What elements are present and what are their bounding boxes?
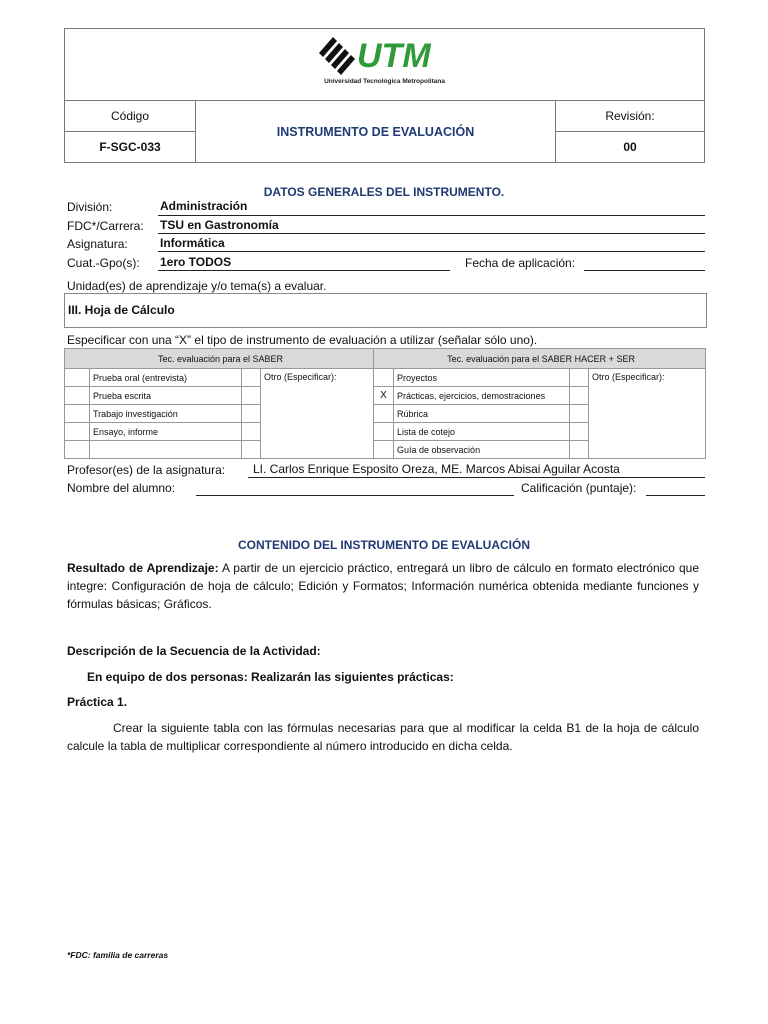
- saber-mark-cell[interactable]: [65, 405, 90, 423]
- logo-subtitle: Universidad Tecnológica Metropolitana: [324, 78, 445, 85]
- logo-cell: [65, 29, 705, 101]
- profesor-label: Profesor(es) de la asignatura:: [67, 463, 226, 477]
- saber-otro-mark-cell[interactable]: [242, 387, 261, 405]
- resultado-text: A partir de un ejercicio práctico, entregará un libro de cálculo en formato electrónico que integre: Configuración de hoja de cálculo; Edición y Formatos; Información numérica obtenida mediante funciones y fórmulas básicas; Gráficos.: [67, 561, 699, 611]
- resultado-paragraph: [67, 559, 699, 613]
- alumno-line[interactable]: [196, 495, 514, 496]
- saber-item: Trabajo investigación: [90, 405, 242, 423]
- saber-otro-label: Otro (Especificar):: [261, 369, 374, 459]
- revision-label: Revisión:: [556, 101, 705, 132]
- resultado-label: Resultado de Aprendizaje:: [67, 561, 219, 575]
- division-value: Administración: [160, 199, 248, 213]
- hacer-item: Proyectos: [394, 369, 570, 387]
- hacer-header: Tec. evaluación para el SABER HACER + SER: [374, 349, 706, 369]
- cuat-label: Cuat.-Gpo(s):: [67, 256, 140, 270]
- hacer-otro-mark-cell[interactable]: [570, 405, 589, 423]
- especificar-text: Especificar con una “X” el tipo de instrumento de evaluación a utilizar (señalar sólo uno).: [67, 333, 538, 347]
- saber-otro-mark-cell[interactable]: [242, 405, 261, 423]
- saber-mark-cell[interactable]: [65, 387, 90, 405]
- saber-item: [90, 441, 242, 459]
- hacer-item: Lista de cotejo: [394, 423, 570, 441]
- codigo-value: F-SGC-033: [65, 132, 196, 163]
- cuat-line: [158, 270, 450, 271]
- practica-heading: Práctica 1.: [67, 695, 128, 709]
- saber-item: Prueba escrita: [90, 387, 242, 405]
- hacer-otro-mark-cell[interactable]: [570, 369, 589, 387]
- calificacion-line[interactable]: [646, 495, 705, 496]
- saber-otro-mark-cell[interactable]: [242, 423, 261, 441]
- carrera-value: TSU en Gastronomía: [160, 218, 279, 232]
- descripcion-heading: Descripción de la Secuencia de la Actividad:: [67, 644, 321, 658]
- saber-item: Prueba oral (entrevista): [90, 369, 242, 387]
- header-table: [64, 28, 705, 163]
- utm-logo-icon: [313, 31, 459, 77]
- carrera-line: [158, 233, 705, 234]
- hacer-item: Guía de observación: [394, 441, 570, 459]
- unidad-value: III. Hoja de Cálculo: [68, 303, 175, 317]
- division-line: [158, 215, 705, 216]
- cuat-value: 1ero TODOS: [160, 255, 232, 269]
- hacer-otro-label: Otro (Especificar):: [589, 369, 706, 459]
- profesor-line: [248, 477, 705, 478]
- unidad-label: Unidad(es) de aprendizaje y/o tema(s) a evaluar.: [67, 279, 327, 293]
- saber-mark-cell[interactable]: [65, 441, 90, 459]
- document-title: INSTRUMENTO DE EVALUACIÓN: [196, 101, 556, 163]
- calificacion-label: Calificación (puntaje):: [521, 481, 637, 495]
- hacer-mark-cell[interactable]: [374, 441, 394, 459]
- fecha-line: [584, 270, 705, 271]
- logo-text: UTM: [357, 37, 431, 75]
- asignatura-label: Asignatura:: [67, 237, 128, 251]
- saber-header: Tec. evaluación para el SABER: [65, 349, 374, 369]
- contenido-section-title: CONTENIDO DEL INSTRUMENTO DE EVALUACIÓN: [237, 538, 530, 552]
- hacer-item: Rúbrica: [394, 405, 570, 423]
- saber-otro-mark-cell[interactable]: [242, 441, 261, 459]
- saber-item: Ensayo, informe: [90, 423, 242, 441]
- hacer-item: Prácticas, ejercicios, demostraciones: [394, 387, 570, 405]
- hacer-otro-mark-cell[interactable]: [570, 387, 589, 405]
- saber-mark-cell[interactable]: [65, 369, 90, 387]
- evaluation-table: [64, 348, 706, 459]
- equipo-text: En equipo de dos personas: Realizarán las siguientes prácticas:: [87, 670, 454, 684]
- fecha-label: Fecha de aplicación:: [465, 256, 576, 270]
- unidad-box: [64, 293, 707, 328]
- datos-section-title: DATOS GENERALES DEL INSTRUMENTO.: [263, 185, 505, 199]
- division-label: División:: [67, 200, 113, 214]
- revision-value: 00: [556, 132, 705, 163]
- hacer-mark-cell[interactable]: [374, 423, 394, 441]
- profesor-value: LI. Carlos Enrique Esposito Oreza, ME. Marcos Abisai Aguilar Acosta: [253, 462, 620, 476]
- hacer-mark-cell[interactable]: [374, 405, 394, 423]
- hacer-mark-cell[interactable]: X: [374, 387, 394, 405]
- hacer-otro-mark-cell[interactable]: [570, 441, 589, 459]
- hacer-otro-mark-cell[interactable]: [570, 423, 589, 441]
- saber-otro-mark-cell[interactable]: [242, 369, 261, 387]
- carrera-label: FDC*/Carrera:: [67, 219, 144, 233]
- asignatura-line: [158, 251, 705, 252]
- saber-mark-cell[interactable]: [65, 423, 90, 441]
- practica-text: Crear la siguiente tabla con las fórmulas necesarias para que al modificar la celda B1 de la hoja de cálculo calcule la tabla de multiplicar correspondiente al número introducido en dicha celda.: [67, 721, 699, 753]
- alumno-label: Nombre del alumno:: [67, 481, 176, 495]
- asignatura-value: Informática: [160, 236, 225, 250]
- hacer-mark-cell[interactable]: [374, 369, 394, 387]
- codigo-label: Código: [65, 101, 196, 132]
- footnote: *FDC: familia de carreras: [67, 950, 169, 960]
